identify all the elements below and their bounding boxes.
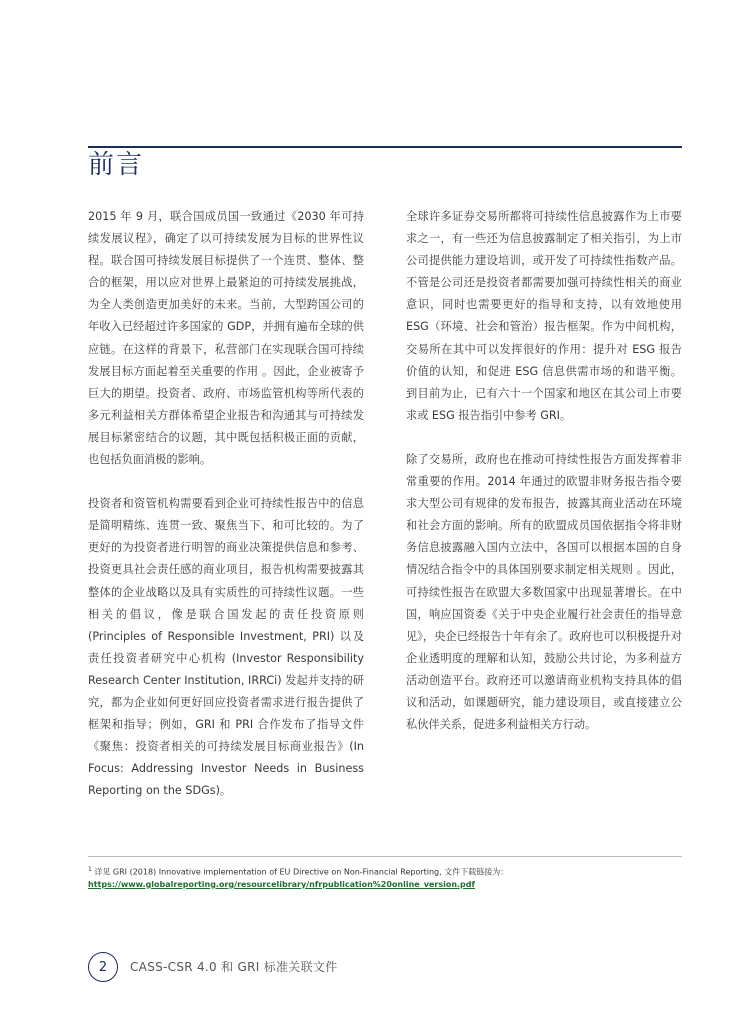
footnote (88, 864, 682, 891)
footnote-marker: 1 (88, 866, 92, 873)
right-column (406, 206, 682, 758)
left-column (88, 206, 364, 824)
footer-document-title: CASS-CSR 4.0 和 GRI 标准关联文件 (130, 960, 338, 974)
right-paragraph-1: 全球许多证券交易所都将可持续性信息披露作为上市要求之一，有一些还为信息披露制定了相关指引，为上市公司提供能力建设培训，或开发了可持续性指数产品。不管是公司还是投资者都需要加强可持续性相关的商业意识，同时也需要更好的指导和支持，以有效地使用 ESG（环境、社会和管治）报告框架。作为中间机构，交易所在其中可以发挥很好的作用：提升对 ESG 报告价值的认知，和促进 ESG 信息供需市场的和谐平衡。到目前为止，已有六十一个国家和地区在其公司上市要求或 ESG 报告指引中参考 GRI。 (406, 210, 682, 422)
left-paragraph-2: 投资者和资管机构需要看到企业可持续性报告中的信息是简明精练、连贯一致、聚焦当下、和可比较的。为了更好的为投资者进行明智的商业决策提供信息和参考、投资更具社会责任感的商业项目，报告机构需要披露其整体的企业战略以及具有实质性的可持续性议题。一些相关的倡议，像是联合国发起的责任投资原则 (Principles of Responsible Investment, PRI) 以及责任投资者研究中心机构 (Investor Responsibility Research Center Institution, IRRCi) 发起并支持的研究，都为企业如何更好回应投资者需求进行报告提供了框架和指导；例如，GRI 和 PRI 合作发布了指导文件《聚焦：投资者相关的可持续发展目标商业报告》(In Focus: Addressing Investor Needs in Business Reporting on the SDGs)。 (88, 497, 364, 798)
title-divider (88, 146, 682, 148)
footnote-text: 详见 GRI (2018) Innovative implementation of EU Directive on Non-Financial Reporting, 文件下载链接为： (94, 867, 509, 877)
page-title: 前言 (88, 150, 145, 180)
footnote-divider (88, 856, 682, 857)
right-paragraph-2: 除了交易所，政府也在推动可持续性报告方面发挥着非常重要的作用。2014 年通过的欧盟非财务报告指令要求大型公司有规律的发布报告，披露其商业活动在环境和社会方面的影响。所有的欧盟成员国依据指令将非财务信息披露融入国内立法中，各国可以根据本国的自身情况结合指令中的具体国别要求制定相关规则 。因此，可持续性报告在欧盟大多数国家中出现显著增长。在中国，响应国资委《关于中央企业履行社会责任的指导意见》，央企已经报告十年有余了。政府也可以积极提升对企业透明度的理解和认知，鼓励公共讨论，为多利益方活动创造平台。政府还可以邀请商业机构支持具体的倡议和活动，如课题研究，能力建设项目，或直接建立公私伙伴关系，促进多利益相关方行动。 (406, 452, 682, 732)
left-paragraph-1: 2015 年 9 月，联合国成员国一致通过《2030 年可持续发展议程》，确定了以可持续发展为目标的世界性议程。联合国可持续发展目标提供了一个连贯、整体、整合的框架，用以应对世界上最紧迫的可持续发展挑战，为全人类创造更加美好的未来。当前，大型跨国公司的年收入已经超过许多国家的 GDP，并拥有遍布全球的供应链。在这样的背景下，私营部门在实现联合国可持续发展目标方面起着至关重要的作用 。因此，企业被寄予巨大的期望。投资者、政府、市场监管机构等所代表的多元利益相关方群体希望企业报告和沟通其与可持续发展目标紧密结合的议题，其中既包括积极正面的贡献，也包括负面消极的影响。 (88, 210, 364, 467)
page-number: 2 (88, 952, 118, 982)
footnote-link[interactable]: https://www.globalreporting.org/resourcelibrary/nfrpublication%20online_version.pdf (88, 879, 475, 889)
